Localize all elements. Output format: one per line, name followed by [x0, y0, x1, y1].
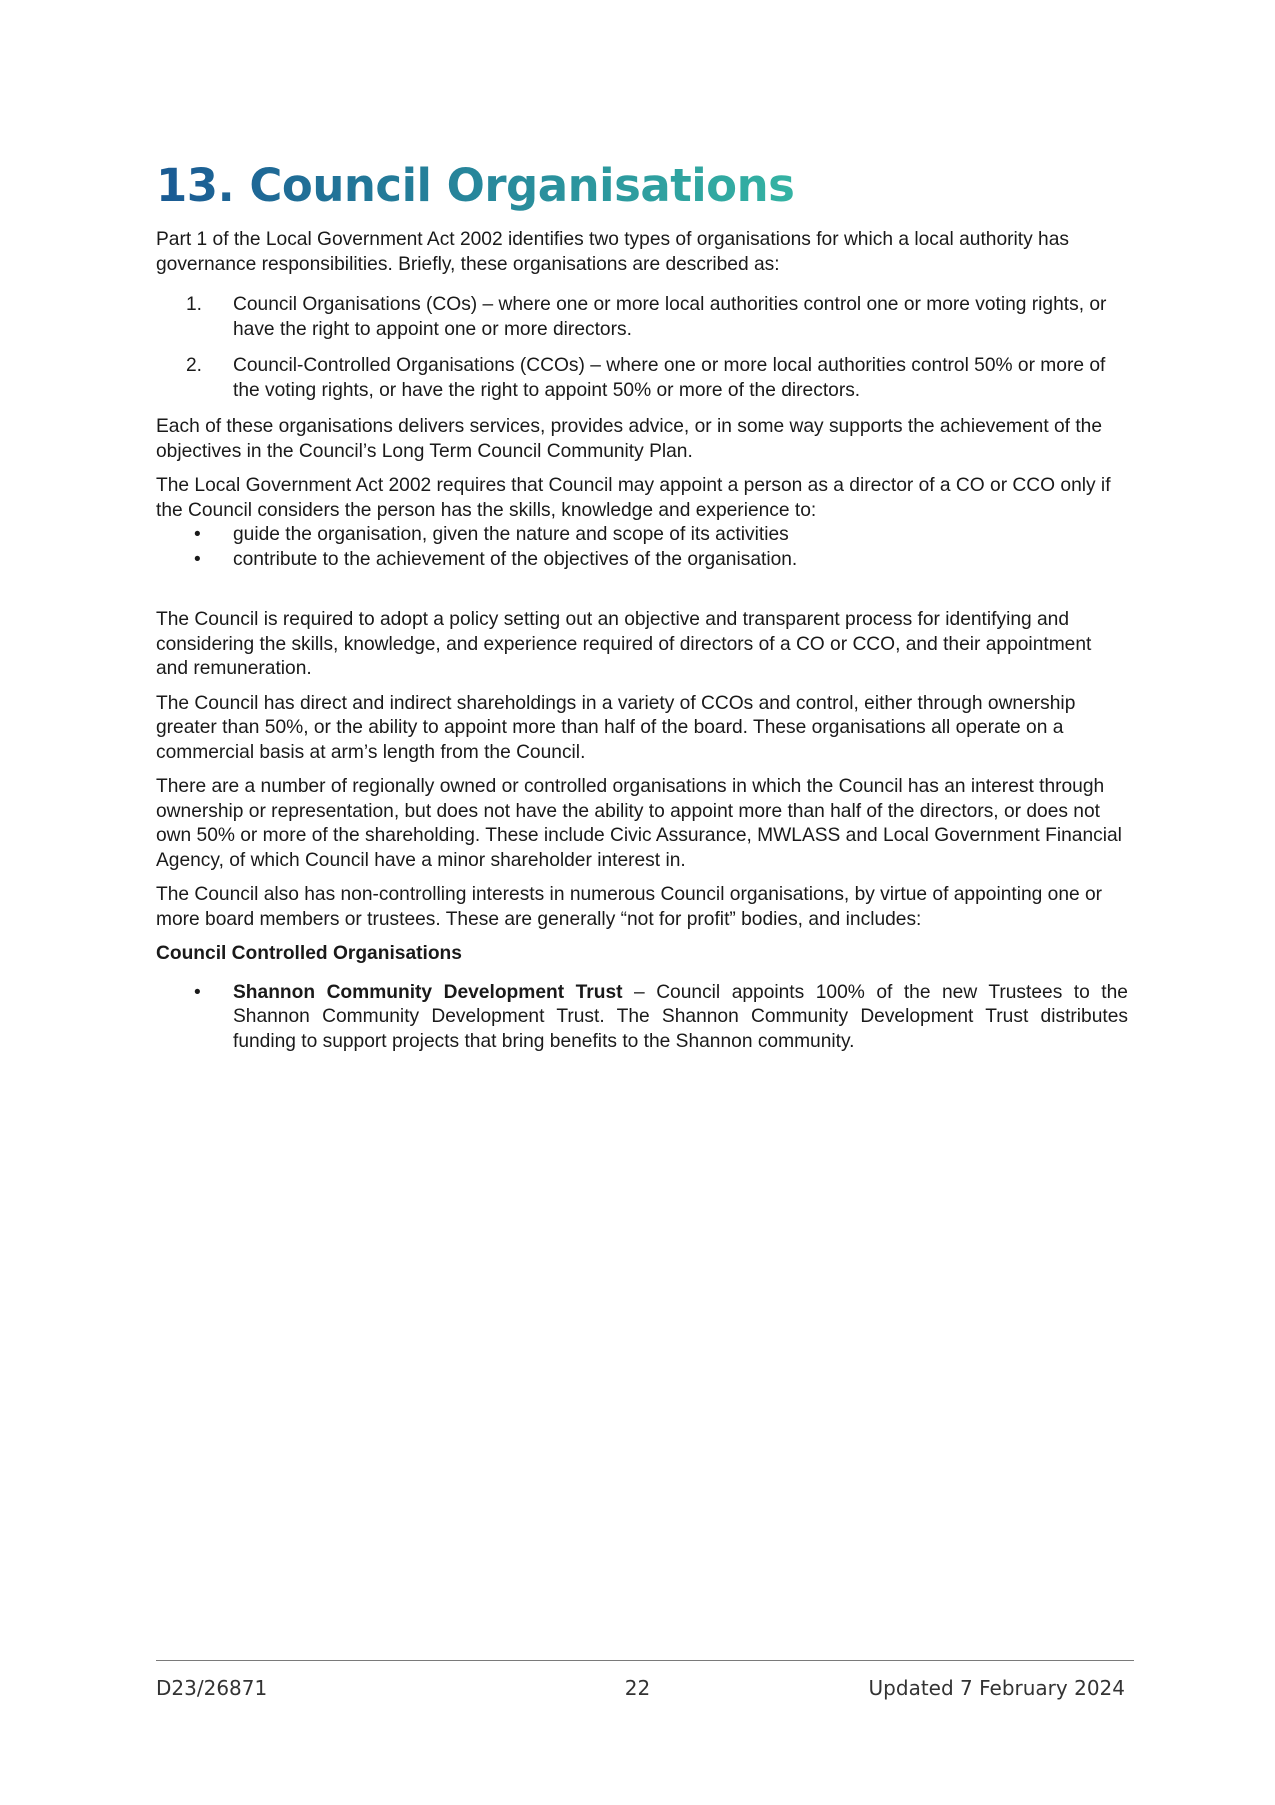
services-paragraph: Each of these organisations delivers services, provides advice, or in some way supports the achievement of the objectives in the Council’s Long Term Council Community Plan. — [156, 416, 1103, 462]
noncontrolling-paragraph: The Council also has non-controlling interests in numerous Council organisations, by virtue of appointing one or more board members or trustees. These are generally “not for profit” bodies, and includes: — [156, 884, 1103, 930]
shareholdings-paragraph: The Council has direct and indirect shareholdings in a variety of CCOs and control, either through ownership greater than 50%, or the ability to appoint more than half of the board. These organisations all operate on a commercial basis at arm’s length from the Council. — [156, 692, 1076, 763]
list-item-text: guide the organisation, given the nature and scope of its activities — [233, 524, 789, 545]
intro-paragraph: Part 1 of the Local Government Act 2002 identifies two types of organisations for which a local authority has governance responsibilities. Briefly, these organisations are described as: — [156, 229, 1069, 275]
footer-doc-ref: D23/26871 — [156, 1676, 268, 1700]
document-body — [156, 160, 1128, 1064]
bullet-icon: • — [194, 524, 201, 545]
lga-paragraph: The Local Government Act 2002 requires that Council may appoint a person as a director of a CO or CCO only if the Council considers the person has the skills, knowledge and experience to: — [156, 475, 1111, 521]
list-item — [156, 523, 1128, 548]
list-item — [156, 548, 1128, 573]
footer-divider — [156, 1660, 1134, 1661]
footer-updated-date: Updated 7 February 2024 — [868, 1676, 1125, 1700]
list-item-text: Council Organisations (COs) – where one or more local authorities control one or more voting rights, or have the right to appoint one or more directors. — [233, 294, 1107, 340]
director-criteria-list — [156, 523, 1128, 572]
list-item — [156, 293, 1128, 342]
spacer — [156, 582, 1128, 608]
regional-paragraph: There are a number of regionally owned or controlled organisations in which the Council has an interest through ownership or representation, but does not have the ability to appoint more than half of the directors, or does not own 50% or more of the shareholding. These include Civic Assurance, MWLASS and Local Government Financial Agency, of which Council have a minor shareholder interest in. — [156, 776, 1122, 871]
bullet-icon: • — [194, 548, 201, 570]
page-title: 13. Council Organisations — [156, 159, 795, 212]
footer-page-number: 22 — [624, 1676, 651, 1700]
list-item — [156, 981, 1128, 1055]
bullet-icon: • — [194, 981, 201, 1003]
trust-description: – Council appoints 100% of the new Trustees to the Shannon Community Development Trust. The Shannon Community Development Trust distributes funding to support projects that bring benefits to the Shannon community. — [233, 981, 1128, 1052]
list-number: 2. — [186, 355, 203, 376]
policy-paragraph: The Council is required to adopt a policy setting out an objective and transparent process for identifying and considering the skills, knowledge, and experience required of directors of a CO or CCO, and their appointment and remuneration. — [156, 609, 1092, 679]
list-item — [156, 354, 1128, 403]
cco-list — [156, 981, 1128, 1055]
trust-name: Shannon Community Development Trust — [233, 981, 623, 1003]
list-item-text: contribute to the achievement of the objectives of the organisation. — [233, 548, 798, 570]
list-item-text: Council-Controlled Organisations (CCOs) – where one or more local authorities control 50% or more of the voting rights, or have the right to appoint 50% or more of the directors. — [233, 355, 1106, 401]
organisation-types-list — [156, 293, 1128, 403]
list-number: 1. — [186, 294, 203, 315]
section-subheading: Council Controlled Organisations — [156, 943, 462, 964]
